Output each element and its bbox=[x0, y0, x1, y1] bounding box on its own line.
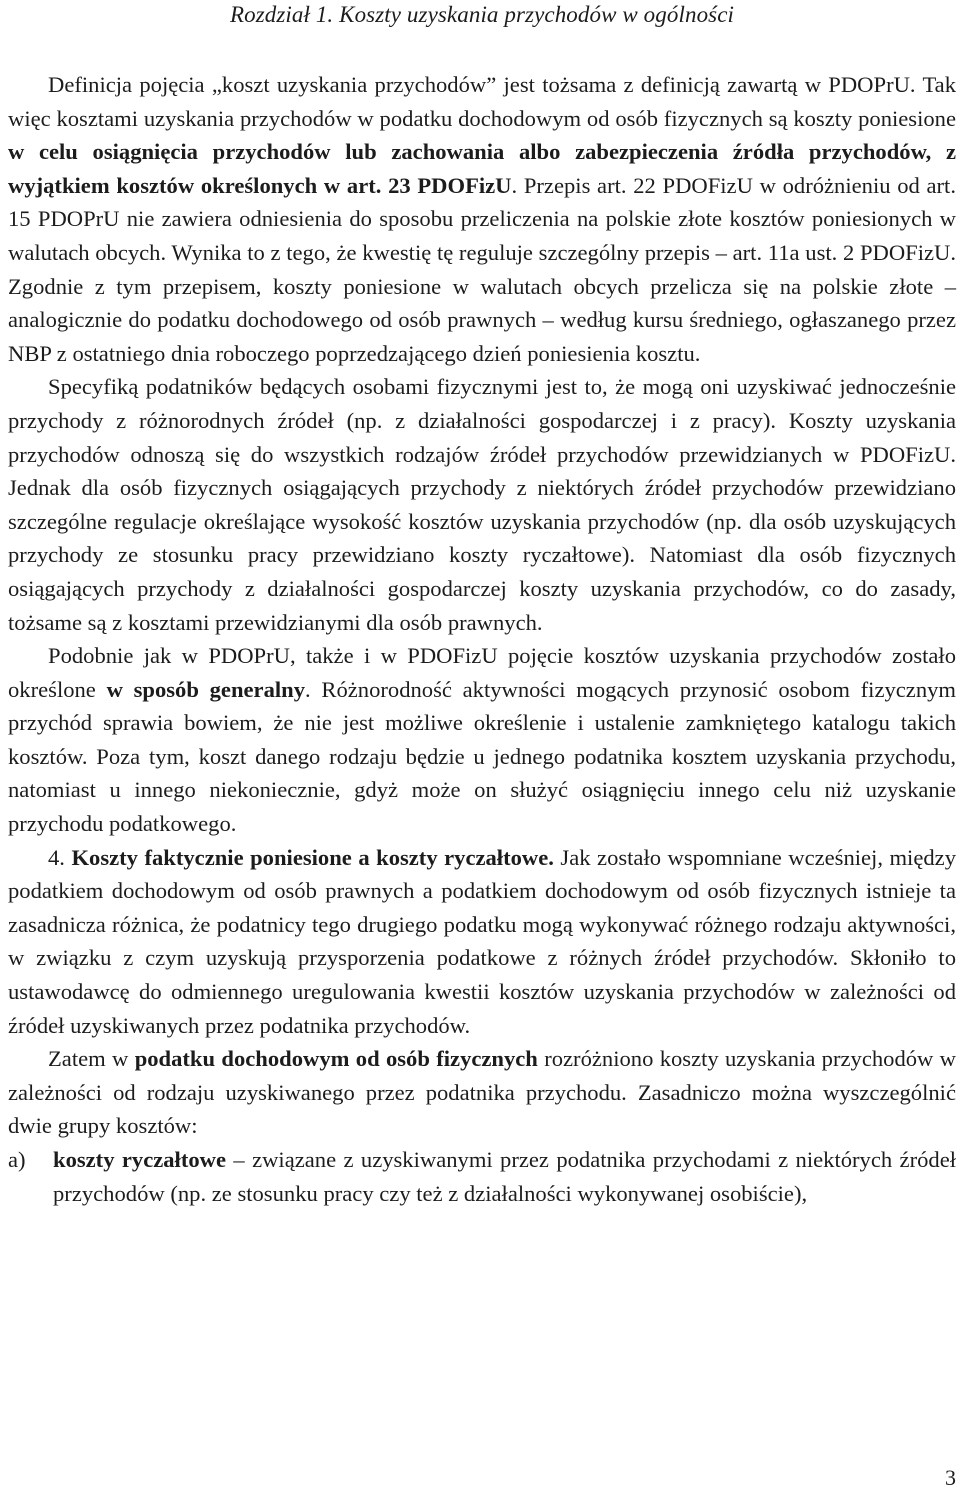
paragraph-1-text-a: Definicja pojęcia „koszt uzyskania przychodów” jest tożsama z definicją zawartą w PDOPrU. Tak więc kosztami uzyskania przychodów w podatku dochodowym od osób fizycznych są koszty poniesione bbox=[8, 72, 956, 131]
paragraph-5-text-a: Zatem w bbox=[48, 1046, 135, 1072]
list-item bbox=[8, 1143, 956, 1210]
paragraph-1-bold: w celu osiągnięcia przychodów lub zachowania albo zabezpieczenia źródła przychodów, z wyjątkiem kosztów określonych w art. 23 PDOFizU bbox=[8, 139, 956, 198]
list-marker: a) bbox=[8, 1147, 26, 1172]
document-page bbox=[8, 0, 956, 1210]
page-number: 3 bbox=[945, 1465, 956, 1490]
paragraph-4-text: Jak zostało wspomniane wcześniej, między podatkiem dochodowym od osób prawnych a podatkiem dochodowym od osób fizycznych istnieje ta zasadnicza różnica, że podatnicy tego drugiego podatku mogą wykonywać różnego rodzaju aktywności, w związku z czym uzyskują przysporzenia podatkowe z różnych źródeł przychodów. Skłoniło to ustawodawcę do odmiennego uregulowania kwestii kosztów uzyskania przychodów w zależności od źródeł uzyskiwanych przez podatnika przychodów. bbox=[8, 844, 956, 1038]
paragraph-2 bbox=[8, 370, 956, 639]
paragraph-5-bold: podatku dochodowym od osób fizycznych bbox=[134, 1046, 538, 1072]
paragraph-1 bbox=[8, 68, 956, 370]
running-header: Rozdział 1. Koszty uzyskania przychodów w ogólności bbox=[229, 2, 735, 27]
paragraph-4-heading: Koszty faktycznie poniesione a koszty ryczałtowe. bbox=[71, 844, 554, 870]
paragraph-5 bbox=[8, 1042, 956, 1143]
list-item-description: – związane z uzyskiwanymi przez podatnika przychodami z niektórych źródeł przychodów (np. ze stosunku pracy czy też z działalności wykonywanej osobiście), bbox=[53, 1147, 956, 1206]
paragraph-5-text-b: rozróżniono koszty uzyskania przychodów w zależności od rodzaju uzyskiwanego przez podatnika przychodu. Zasadniczo można wyszczególnić dwie grupy kosztów: bbox=[8, 1046, 956, 1139]
body-text bbox=[8, 68, 956, 1210]
paragraph-3-bold: w sposób generalny bbox=[106, 676, 306, 702]
paragraph-2-text: Specyfiką podatników będących osobami fizycznymi jest to, że mogą oni uzyskiwać jednocześnie przychody z różnorodnych źródeł (np. z działalności gospodarczej i z pracy). Koszty uzyskania przychodów odnoszą się do wszystkich rodzajów źródeł przychodów przewidzianych w PDOFizU. Jednak dla osób fizycznych osiągających przychody z niektórych źródeł przychodów przewidziano szczególne regulacje określające wysokość kosztów uzyskania przychodów (np. dla osób uzyskujących przychody ze stosunku pracy przewidziano koszty ryczałtowe). Natomiast dla osób fizycznych osiągających przychody z działalności gospodarczej koszty uzyskania przychodów, co do zasady, tożsame są z kosztami przewidzianymi dla osób prawnych. bbox=[8, 374, 956, 635]
paragraph-4-number: 4. bbox=[48, 844, 72, 870]
cost-groups-list bbox=[8, 1143, 956, 1210]
paragraph-3 bbox=[8, 639, 956, 841]
paragraph-4 bbox=[8, 841, 956, 1043]
paragraph-3-text-b: . Różnorodność aktywności mogących przynosić osobom fizycznym przychód sprawia bowiem, że nie jest możliwe określenie i ustalenie zamkniętego katalogu takich kosztów. Poza tym, koszt danego rodzaju będzie u jednego podatnika kosztem uzyskania przychodu, natomiast u innego niekoniecznie, gdyż może on służyć osiągnięciu innego celu niż uzyskanie przychodu podatkowego. bbox=[8, 676, 956, 837]
paragraph-1-text-b: . Przepis art. 22 PDOFizU w odróżnieniu od art. 15 PDOPrU nie zawiera odniesienia do sposobu przeliczenia na polskie złote kosztów poniesionych w walutach obcych. Wynika to z tego, że kwestię tę reguluje szczególny przepis – art. 11a ust. 2 PDOFizU. Zgodnie z tym przepisem, koszty poniesione w walutach obcych przelicza się na polskie złote – analogicznie do podatku dochodowego od osób prawnych – według kursu średniego, ogłaszanego przez NBP z ostatniego dnia roboczego poprzedzającego dzień poniesienia kosztu. bbox=[8, 172, 956, 366]
paragraph-3-text-a: Podobnie jak w PDOPrU, także i w PDOFizU pojęcie kosztów uzyskania przychodów zostało określone bbox=[8, 643, 956, 702]
list-item-text bbox=[53, 1143, 956, 1210]
list-item-term: koszty ryczałtowe bbox=[53, 1147, 227, 1172]
